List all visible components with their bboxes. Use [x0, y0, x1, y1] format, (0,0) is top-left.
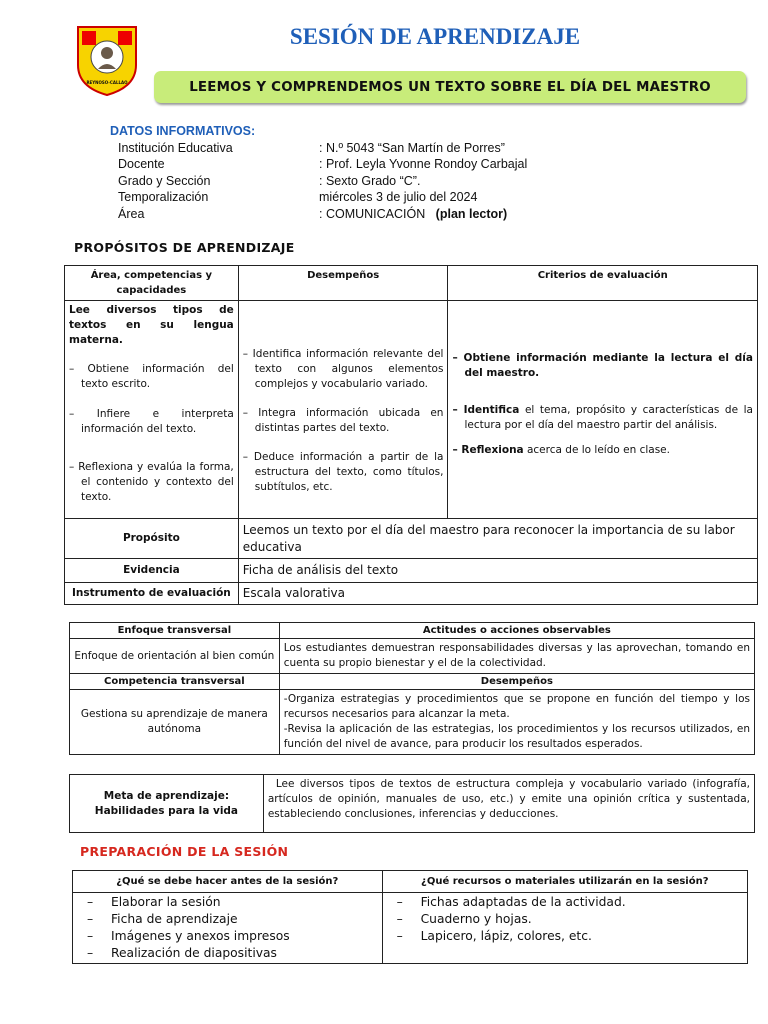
list-item: – Elaborar la sesión	[73, 894, 382, 911]
logo-caption: REYNOSO-CALLAO	[86, 80, 128, 85]
proposito-label: Propósito	[65, 519, 239, 559]
list-item: – Ficha de aprendizaje	[73, 911, 382, 928]
capacidad-item: – Reflexiona y evalúa la forma, el contenido y contexto del texto.	[69, 461, 234, 503]
info-label: Área	[118, 207, 145, 221]
page-title: SESIÓN DE APRENDIZAJE	[289, 24, 581, 49]
criterios-cell	[448, 301, 758, 519]
desempeno-item: – Identifica información relevante del texto con algunos elementos complejos y vocabulario variado.	[242, 348, 444, 390]
school-logo	[76, 25, 138, 97]
propositos-table	[64, 265, 758, 605]
evidencia-label: Evidencia	[65, 559, 239, 583]
desempenos-cell	[238, 301, 448, 519]
desempenos-header: Desempeños	[279, 674, 754, 690]
instrumento-label: Instrumento de evaluación	[65, 583, 239, 605]
criterio-item: – Identifica el tema, propósito y características de la lectura por el día del maestro partir del análisis.	[452, 404, 753, 431]
desempeno-item: – Integra información ubicada en distintas partes del texto.	[242, 407, 444, 434]
competencia-header: Competencia transversal	[70, 674, 280, 690]
info-label: Institución Educativa	[118, 141, 233, 155]
antes-cell	[73, 893, 383, 964]
competencia-name: Gestiona su aprendizaje de manera autónoma	[70, 690, 280, 755]
info-label: Temporalización	[118, 190, 209, 204]
competencias-cell	[65, 301, 239, 519]
list-item: – Fichas adaptadas de la actividad.	[383, 894, 747, 911]
crest-icon	[76, 25, 138, 97]
info-label: Docente	[118, 157, 165, 171]
list-item: – Imágenes y anexos impresos	[73, 928, 382, 945]
recursos-header: ¿Qué recursos o materiales utilizarán en la sesión?	[382, 871, 747, 893]
desempeno-item: – Deduce información a partir de la estructura del texto, como títulos, subtítulos, etc.	[242, 451, 444, 493]
meta-table	[69, 774, 755, 833]
list-item: – Cuaderno y hojas.	[383, 911, 747, 928]
enfoque-header: Enfoque transversal	[70, 623, 280, 639]
info-value: : Sexto Grado “C”.	[319, 174, 421, 188]
info-value	[319, 207, 507, 221]
antes-header: ¿Qué se debe hacer antes de la sesión?	[73, 871, 383, 893]
competencia-text: Lee diversos tipos de textos en su lengua materna.	[69, 304, 234, 346]
criterio-item: – Obtiene información mediante la lectura el día del maestro.	[452, 352, 753, 379]
proposito-text: Leemos un texto por el día del maestro para reconocer la importancia de su labor educativa	[238, 519, 757, 559]
preparacion-heading: PREPARACIÓN DE LA SESIÓN	[80, 844, 289, 859]
info-label: Grado y Sección	[118, 174, 211, 188]
col-header: Desempeños	[238, 266, 448, 301]
list-item: – Lapicero, lápiz, colores, etc.	[383, 928, 747, 945]
preparacion-table	[72, 870, 748, 964]
col-header: Área, competencias y capacidades	[65, 266, 239, 301]
area-value: : COMUNICACIÓN	[319, 207, 426, 221]
enfoque-name: Enfoque de orientación al bien común	[70, 639, 280, 674]
capacidad-item: – Infiere e interpreta información del texto.	[69, 408, 234, 435]
col-header: Criterios de evaluación	[448, 266, 758, 301]
evidencia-text: Ficha de análisis del texto	[238, 559, 757, 583]
actitudes-header: Actitudes o acciones observables	[279, 623, 754, 639]
datos-heading: DATOS INFORMATIVOS:	[110, 124, 256, 138]
criterio-item: – Reflexiona acerca de lo leído en clase.	[452, 444, 670, 456]
meta-label: Meta de aprendizaje: Habilidades para la vida	[70, 775, 264, 833]
list-item: – Realización de diapositivas	[73, 945, 382, 962]
info-value: miércoles 3 de julio del 2024	[319, 190, 478, 204]
instrumento-text: Escala valorativa	[238, 583, 757, 605]
competencia-desc: -Organiza estrategias y procedimientos que se propone en función del tiempo y los recursos necesarios para alcanzar la meta. -Revisa la aplicación de las estrategias, los procedimientos y los recursos utilizados, en función del nivel de avance, para producir los resultados esperados.	[279, 690, 754, 755]
area-extra: (plan lector)	[435, 207, 508, 221]
meta-text: Lee diversos tipos de textos de estructura compleja y vocabulario variado (infografía, artículos de opinión, manuales de uso, etc.) y emite una opinión crítica y sustentada, estableciendo conclusiones, inferencias y deducciones.	[263, 775, 754, 833]
info-value: : Prof. Leyla Yvonne Rondoy Carbajal	[319, 157, 528, 171]
recursos-cell	[382, 893, 747, 964]
info-value: : N.º 5043 “San Martín de Porres”	[319, 141, 505, 155]
session-subtitle: LEEMOS Y COMPRENDEMOS UN TEXTO SOBRE EL DÍA DEL MAESTRO	[154, 71, 746, 103]
enfoque-table	[69, 622, 755, 755]
capacidad-item: – Obtiene información del texto escrito.	[69, 363, 234, 390]
propositos-heading: PROPÓSITOS DE APRENDIZAJE	[74, 240, 295, 255]
enfoque-text: Los estudiantes demuestran responsabilidades diversas y las aprovechan, tomando en cuenta su propio bienestar y el de la colectividad.	[279, 639, 754, 674]
